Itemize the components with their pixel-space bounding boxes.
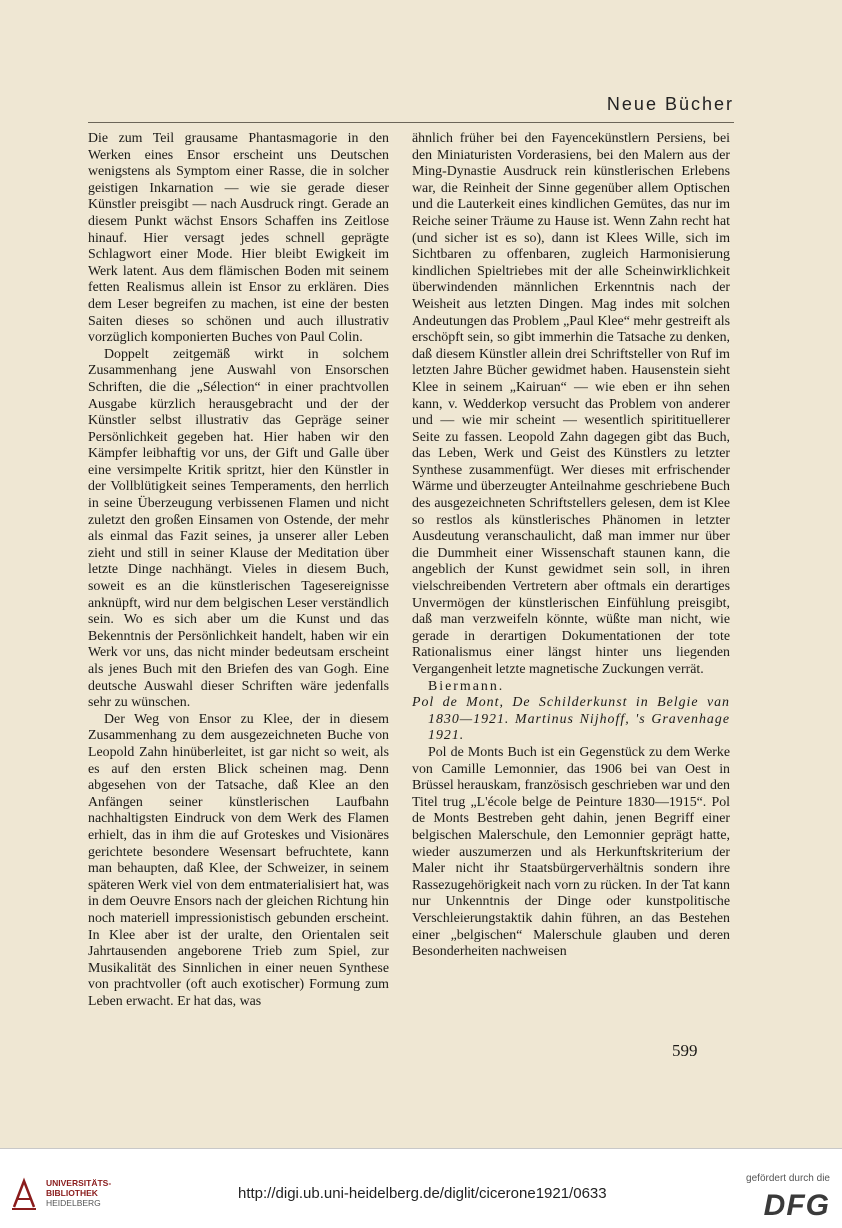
sponsor-text: gefördert durch die [746, 1173, 830, 1184]
right-column [412, 131, 730, 961]
dfg-logo-icon[interactable]: DFG [763, 1189, 830, 1222]
paragraph: Pol de Monts Buch ist ein Gegenstück zu dem Werke von Camille Lemonnier, das 1906 bei van Oest in Brüssel herauskam, französisch geschrieben war und den Titel trug „L'école belge de Peinture 1830—1915“. Pol de Monts Bestreben geht dahin, jenen Begriff einer belgischen Malerschule, den Lemonnier geprägt hatte, wieder auszumerzen und als Herkunftskriterium der Maler nicht ihr Staatsbürgerverhältnis sondern ihre Rassezugehörigkeit nach vorn zu rücken. In der Tat kann nur Unkenntnis der Dinge oder kunstpolitische Verschleierungstaktik dahin führen, an das Bestehen einer „belgischen“ Malerschule glauben und deren Besonderheiten nachweisen [412, 744, 730, 960]
permalink-url[interactable]: http://digi.ub.uni-heidelberg.de/diglit/cicerone1921/0633 [238, 1185, 607, 1202]
library-name[interactable]: UNIVERSITÄTS- BIBLIOTHEK HEIDELBERG [46, 1178, 112, 1208]
author-signature: Biermann. [428, 678, 505, 694]
university-library-logo-icon[interactable] [10, 1177, 38, 1211]
running-header: Neue Bücher [606, 94, 734, 114]
paragraph: ähnlich früher bei den Fayencekünstlern Persiens, bei den Miniaturisten Vorderasiens, bei den Malern aus der Ming-Dynastie Ausdruck rein künstlerischen Erlebens war, die Reinheit der Sinne gegenüber allem Optischen und die Lauterkeit eines kindlichen Gemütes, das nur im Reiche seiner Träume zu Hause ist. Wenn Zahn recht hat (und sicher ist es so), dann ist Klees Wille, sich im Sichtbaren zu offenbaren, zugleich Harmonisierung kindlichen Spieltriebes mit der alle Scheinwirklichkeit überwindenden männlichen Erkenntnis nach der Weisheit aus letzten Dingen. Mag indes mit solchen Andeutungen das Problem „Paul Klee“ mehr gestreift als erschöpft sein, so gibt immerhin die Tatsache zu denken, daß diesem Künstler allein drei Schriftsteller von Ruf im letzten Jahre Bücher gewidmet haben. Hausenstein sieht Klee in seinem „Kairuan“ — wie eben er ihn sehen kann, v. Wedderkop versucht das Problem von anderer und — wie mir scheint — wesentlich spiritituellerer Seite zu fassen. Leopold Zahn dagegen gibt das Buch, das Leben, Werk und Geist des Künstlers zu letzter Synthese zusammenfügt. Wer dieses mit erfrischender Wärme und überzeugter Anteilnahme geschriebene Buch des ausgezeichneten Schriftstellers gelesen, dem ist Klee so restlos als künstlerisches Phänomen in letzter Ausdeutung veranschaulicht, daß man immer nur über die Dummheit einer Wissenschaft staunen kann, die angeblich der Kunst gewidmet sein soll, in ihren vielschreibenden Vertretern aber oftmals ein derartiges Unvermögen der künstlerischen Einfühlung preisgibt, daß man verzweifeln könnte, wüßte man nicht, wie gerade in derartigen Dokumentationen der tote Rationalismus einer längst hinter uns liegenden Vergangenheit letzte magnetische Zuckungen verrät. [412, 131, 730, 677]
left-column [88, 131, 389, 1010]
paragraph: Die zum Teil grausame Phantasmagorie in den Werken eines Ensor erscheint uns Deutschen wenigstens als Symptom einer Rasse, die in solcher geistigen Inkarnation — wie sie gerade dieser Künstler preisgibt — nach Ausdruck ringt. Gerade an diesem Punkt wächst Ensors Schaffen ins Zeitlose hinauf. Hier versagt jedes schnell geprägte Schlagwort einer Mode. Hier bleibt Ewigkeit im Werk latent. Aus dem flämischen Boden mit seinem fetten Realismus allein ist Ensor zu erklären. Dies dem Leser begreifen zu machen, ist eine der besten Saiten dieses so schönen und auch illustrativ vorzüglich komponierten Buches von Paul Colin. [88, 131, 389, 346]
header-rule [88, 122, 734, 123]
viewer-footer [0, 1148, 842, 1228]
bibliography-entry: Pol de Mont, De Schilderkunst in Belgie van 1830—1921. Martinus Nijhoff, 's Gravenhage 1921. [412, 695, 730, 744]
page-number: 599 [672, 1041, 698, 1060]
paragraph: Doppelt zeitgemäß wirkt in solchem Zusammenhang jene Auswahl von Ensorschen Schriften, die die „Sélection“ in einer prachtvollen Ausgabe kürzlich herausgebracht und der der Künstler selbst illustrativ das Gepräge seiner Persönlichkeit gegeben hat. Hier haben wir den Kämpfer leibhaftig vor uns, der Gift und Galle über eine versimpelte Kritik spritzt, hier den Künstler in der Vollblütigkeit seines Temperaments, den herrlich in seine Überzeugung verbissenen Flamen und nicht zuletzt den großen Einsamen von Ostende, der mehr als einmal das Fazit seines, ja unserer aller Leben zieht und still in seiner Klause der Meditation über letzte Dinge nachhängt. Vieles in diesem Buch, soweit es an die künstlerischen Tagesereignisse anknüpft, wird nur dem belgischen Leser verständlich sein. Wo es sich aber um die Kunst und das Bekenntnis der Persönlichkeit handelt, haben wir ein Werk vor uns, das nicht minder bedeutsam erscheint als jenes Buch mit den Briefen des van Gogh. Eine deutsche Auswahl dieser Schriften wäre jedenfalls sehr zu wünschen. [88, 346, 389, 711]
paragraph: Der Weg von Ensor zu Klee, der in diesem Zusammenhang zu dem ausgezeichneten Buche von Leopold Zahn hinüberleitet, ist gar nicht so weit, als es auf den ersten Blick scheinen mag. Denn abgesehen von der Tatsache, daß Klee an den Anfängen seiner künstlerischen Laufbahn nachhaltigsten Eindruck von dem Werk des Flamen erhielt, das in ihm die auf Groteskes und Visionäres gerichtete besondere Wesensart befruchtete, kann man behaupten, daß Klee, der Schweizer, in seinem späteren Werk viel von dem entmaterialisiert hat, was in dem Oeuvre Ensors nach der gleichen Richtung hin noch materiell impressionistisch gebunden erscheint. In Klee aber ist der uralte, den Orientalen seit Jahrtausenden angeborene Trieb zum Spiel, zur Musikalität des Sinnlichen in einer neuen Synthese von prachtvoller (oft auch exotischer) Formung zum Leben erwacht. Er hat das, was [88, 711, 389, 1009]
